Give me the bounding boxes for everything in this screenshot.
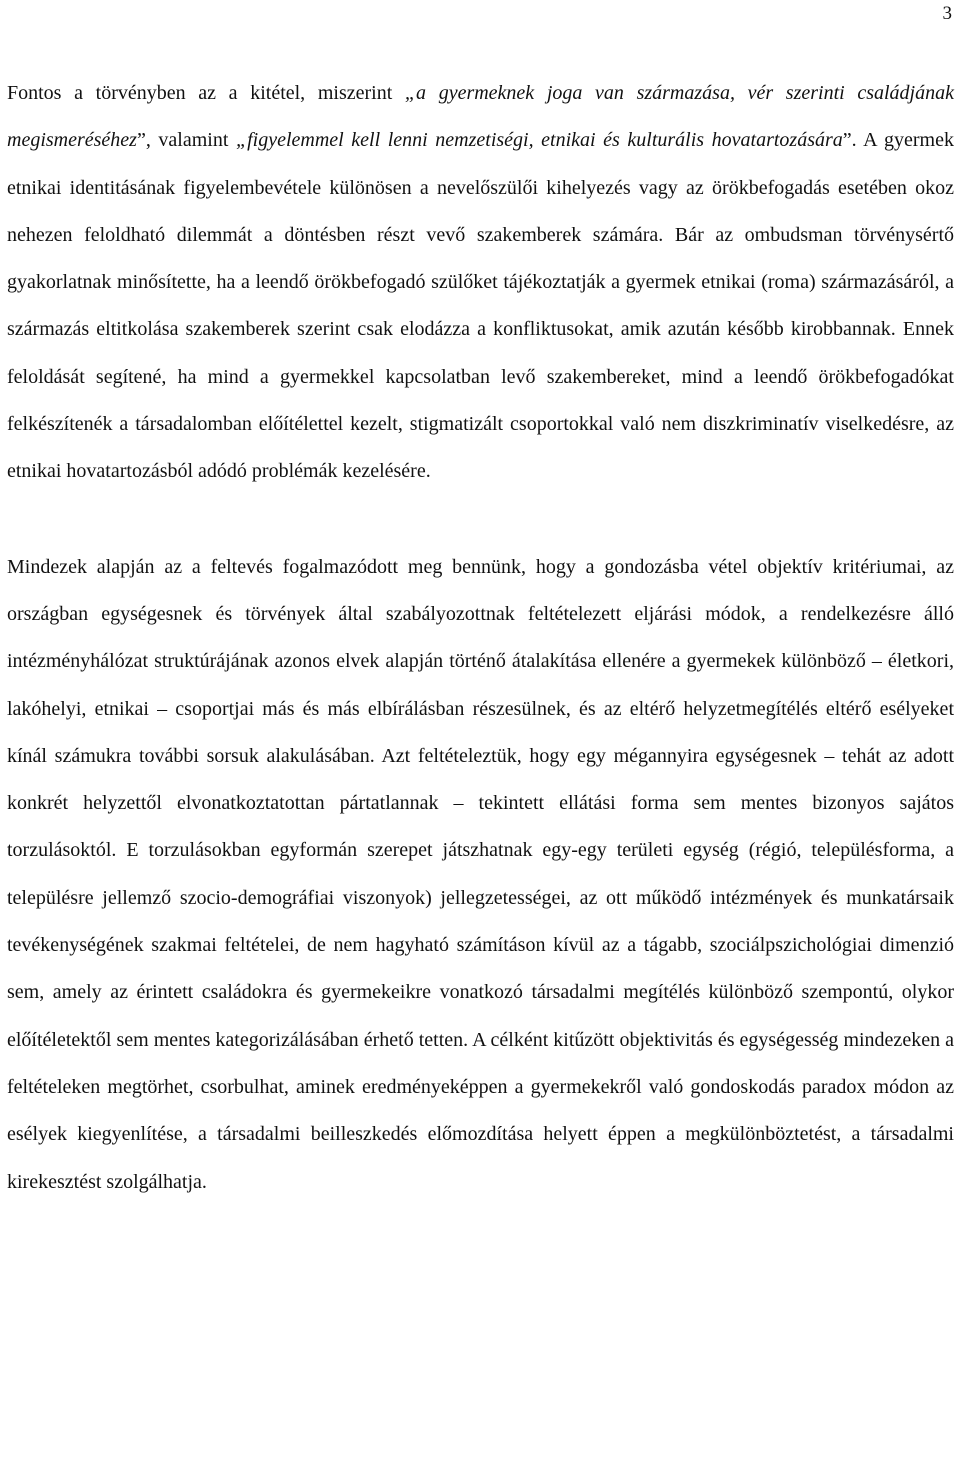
- paragraph-1-text-b: ”, valamint: [136, 129, 236, 152]
- paragraph-1-text-a: Fontos a törvényben az a kitétel, miszerint: [7, 82, 405, 104]
- page-number: 3: [942, 3, 952, 24]
- paragraph-1-text-c: ”. A gyermek etnikai identitásának figyelembevétele különösen a nevelőszülői kihelyezés vagy az örökbefogadás esetében okoz nehezen feloldható dilemmát a döntésben részt vevő szakemberek számára. Bár az ombudsman törvénysértő gyakorlatnak minősítette, ha a leendő örökbefogadó szülőket tájékoztatják a gyermek etnikai (roma) származásáról, a származás eltitkolása szakemberek szerint csak elodázza a konfliktusokat, amik azután később kirobbannak. Ennek feloldását segítené, ha mind a gyermekkel kapcsolatban levő szakembereket, mind a leendő örökbefogadókat felkészítenék a társadalomban előítélettel kezelt, stigmatizált csoportokkal való nem diszkriminatív viselkedésre, az etnikai hovatartozásból adódó problémák kezelésére.: [7, 129, 954, 483]
- paragraph-1-quote-b: „figyelemmel kell lenni nemzetiségi, etnikai és kulturális hovatartozására: [235, 129, 843, 152]
- paragraph-2: Mindezek alapján az a feltevés fogalmazódott meg bennünk, hogy a gondozásba vétel objektív kritériumai, az országban egységesnek és törvények által szabályozottnak feltételezett eljárási módok, a rendelkezésre álló intézményhálózat struktúrájának azonos elvek alapján történő átalakítása ellenére a gyermekek különböző – életkori, lakóhelyi, etnikai – csoportjai más és más elbírálásban részesülnek, és az eltérő helyzetmegítélés eltérő esélyeket kínál számukra további sorsuk alakulásában. Azt feltételeztük, hogy egy mégannyira egységesnek – tehát az adott konkrét helyzettől elvonatkoztatottan pártatlannak – tekintett ellátási forma sem mentes bizonyos sajátos torzulásoktól. E torzulásokban egyformán szerepet játszhatnak egy-egy területi egység (régió, településforma, a településre jellemző szocio-demográfiai viszonyok) jellegzetességei, az ott működő intézmények és munkatársaik tevékenységének szakmai feltételei, de nem hagyható számításon kívül az a tágabb, szociálpszichológiai dimenzió sem, amely az érintett családokra és gyermekeikre vonatkozó társadalmi megítélés különböző szempontú, olykor előítéletektől sem mentes kategorizálásában érhető tetten. A célként kitűzött objektivitás és egységesség mindezeken a feltételeken megtörhet, csorbulhat, aminek eredményeképpen a gyermekekről való gondoskodás paradox módon az esélyek kiegyenlítése, a társadalmi beilleszkedés előmozdítása helyett éppen a megkülönböztetést, a társadalmi kirekesztést szolgálhatja.: [7, 555, 954, 1193]
- document-body: [7, 70, 954, 1206]
- paragraph-1: [7, 70, 954, 496]
- paragraph-1-quote-a: „a gyermeknek joga van származása, vér szerinti családjának megismeréséhez: [7, 82, 954, 152]
